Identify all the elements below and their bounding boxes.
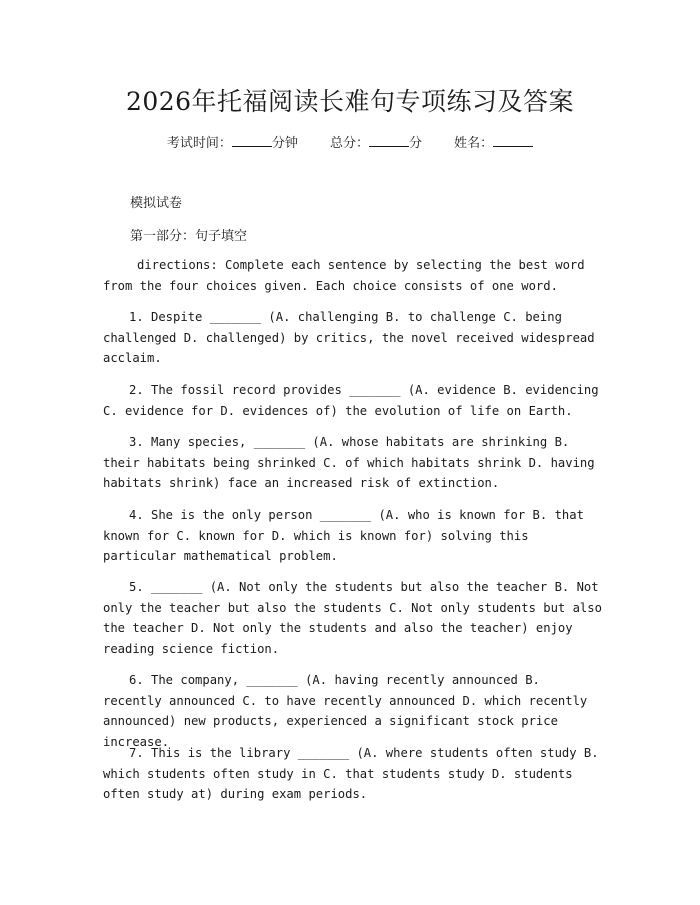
total-score-label: 总分： [329,136,369,151]
question-1: 1. Despite _______ (A. challenging B. to challenge C. being challenged D. challenged) by critics, the novel received widespread acclaim. [103,310,595,365]
question-6: 6. The company, _______ (A. having recently announced B. recently announced C. to have recently announced D. which recently announced) new products, experienced a significant stock price increase. [103,673,588,749]
part-one-heading: 第一部分：句子填空 [130,229,248,244]
exam-info-line [0,132,700,151]
total-score-blank [369,135,409,147]
exam-time-field [167,136,302,151]
directions-text: directions: Complete each sentence by selecting the best word from the four choices given. Each choice consists of one word. [103,258,585,293]
exam-time-label: 考试时间： [166,136,232,151]
question-2: 2. The fossil record provides _______ (A. evidence B. evidencing C. evidence for D. evidences of) the evolution of life on Earth. [103,383,599,418]
question-3: 3. Many species, _______ (A. whose habitats are shrinking B. their habitats being shrinked C. of which habitats shrink D. having habitats shrink) face an increased risk of extinction. [103,435,595,490]
question-4: 4. She is the only person _______ (A. who is known for B. that known for C. known for D. which is known for) solving this particular mathematical problem. [103,508,584,563]
document-title: 2026年托福阅读长难句专项练习及答案 [125,87,575,116]
name-label: 姓名： [454,136,494,151]
total-score-field [330,136,426,151]
exam-time-unit: 分钟 [271,136,298,151]
total-score-unit: 分 [409,136,423,151]
name-field [454,136,533,151]
question-5: 5. _______ (A. Not only the students but also the teacher B. Not only the teacher but also the students C. Not only students but also the teacher D. Not only the students and also the teacher) enjoy reading science fiction. [103,580,602,656]
mock-exam-heading: 模拟试卷 [130,196,183,211]
name-blank [493,135,533,147]
question-7: 7. This is the library _______ (A. where students often study B. which students often study in C. that students study D. students often study at) during exam periods. [103,746,599,801]
exam-time-blank [232,135,272,147]
